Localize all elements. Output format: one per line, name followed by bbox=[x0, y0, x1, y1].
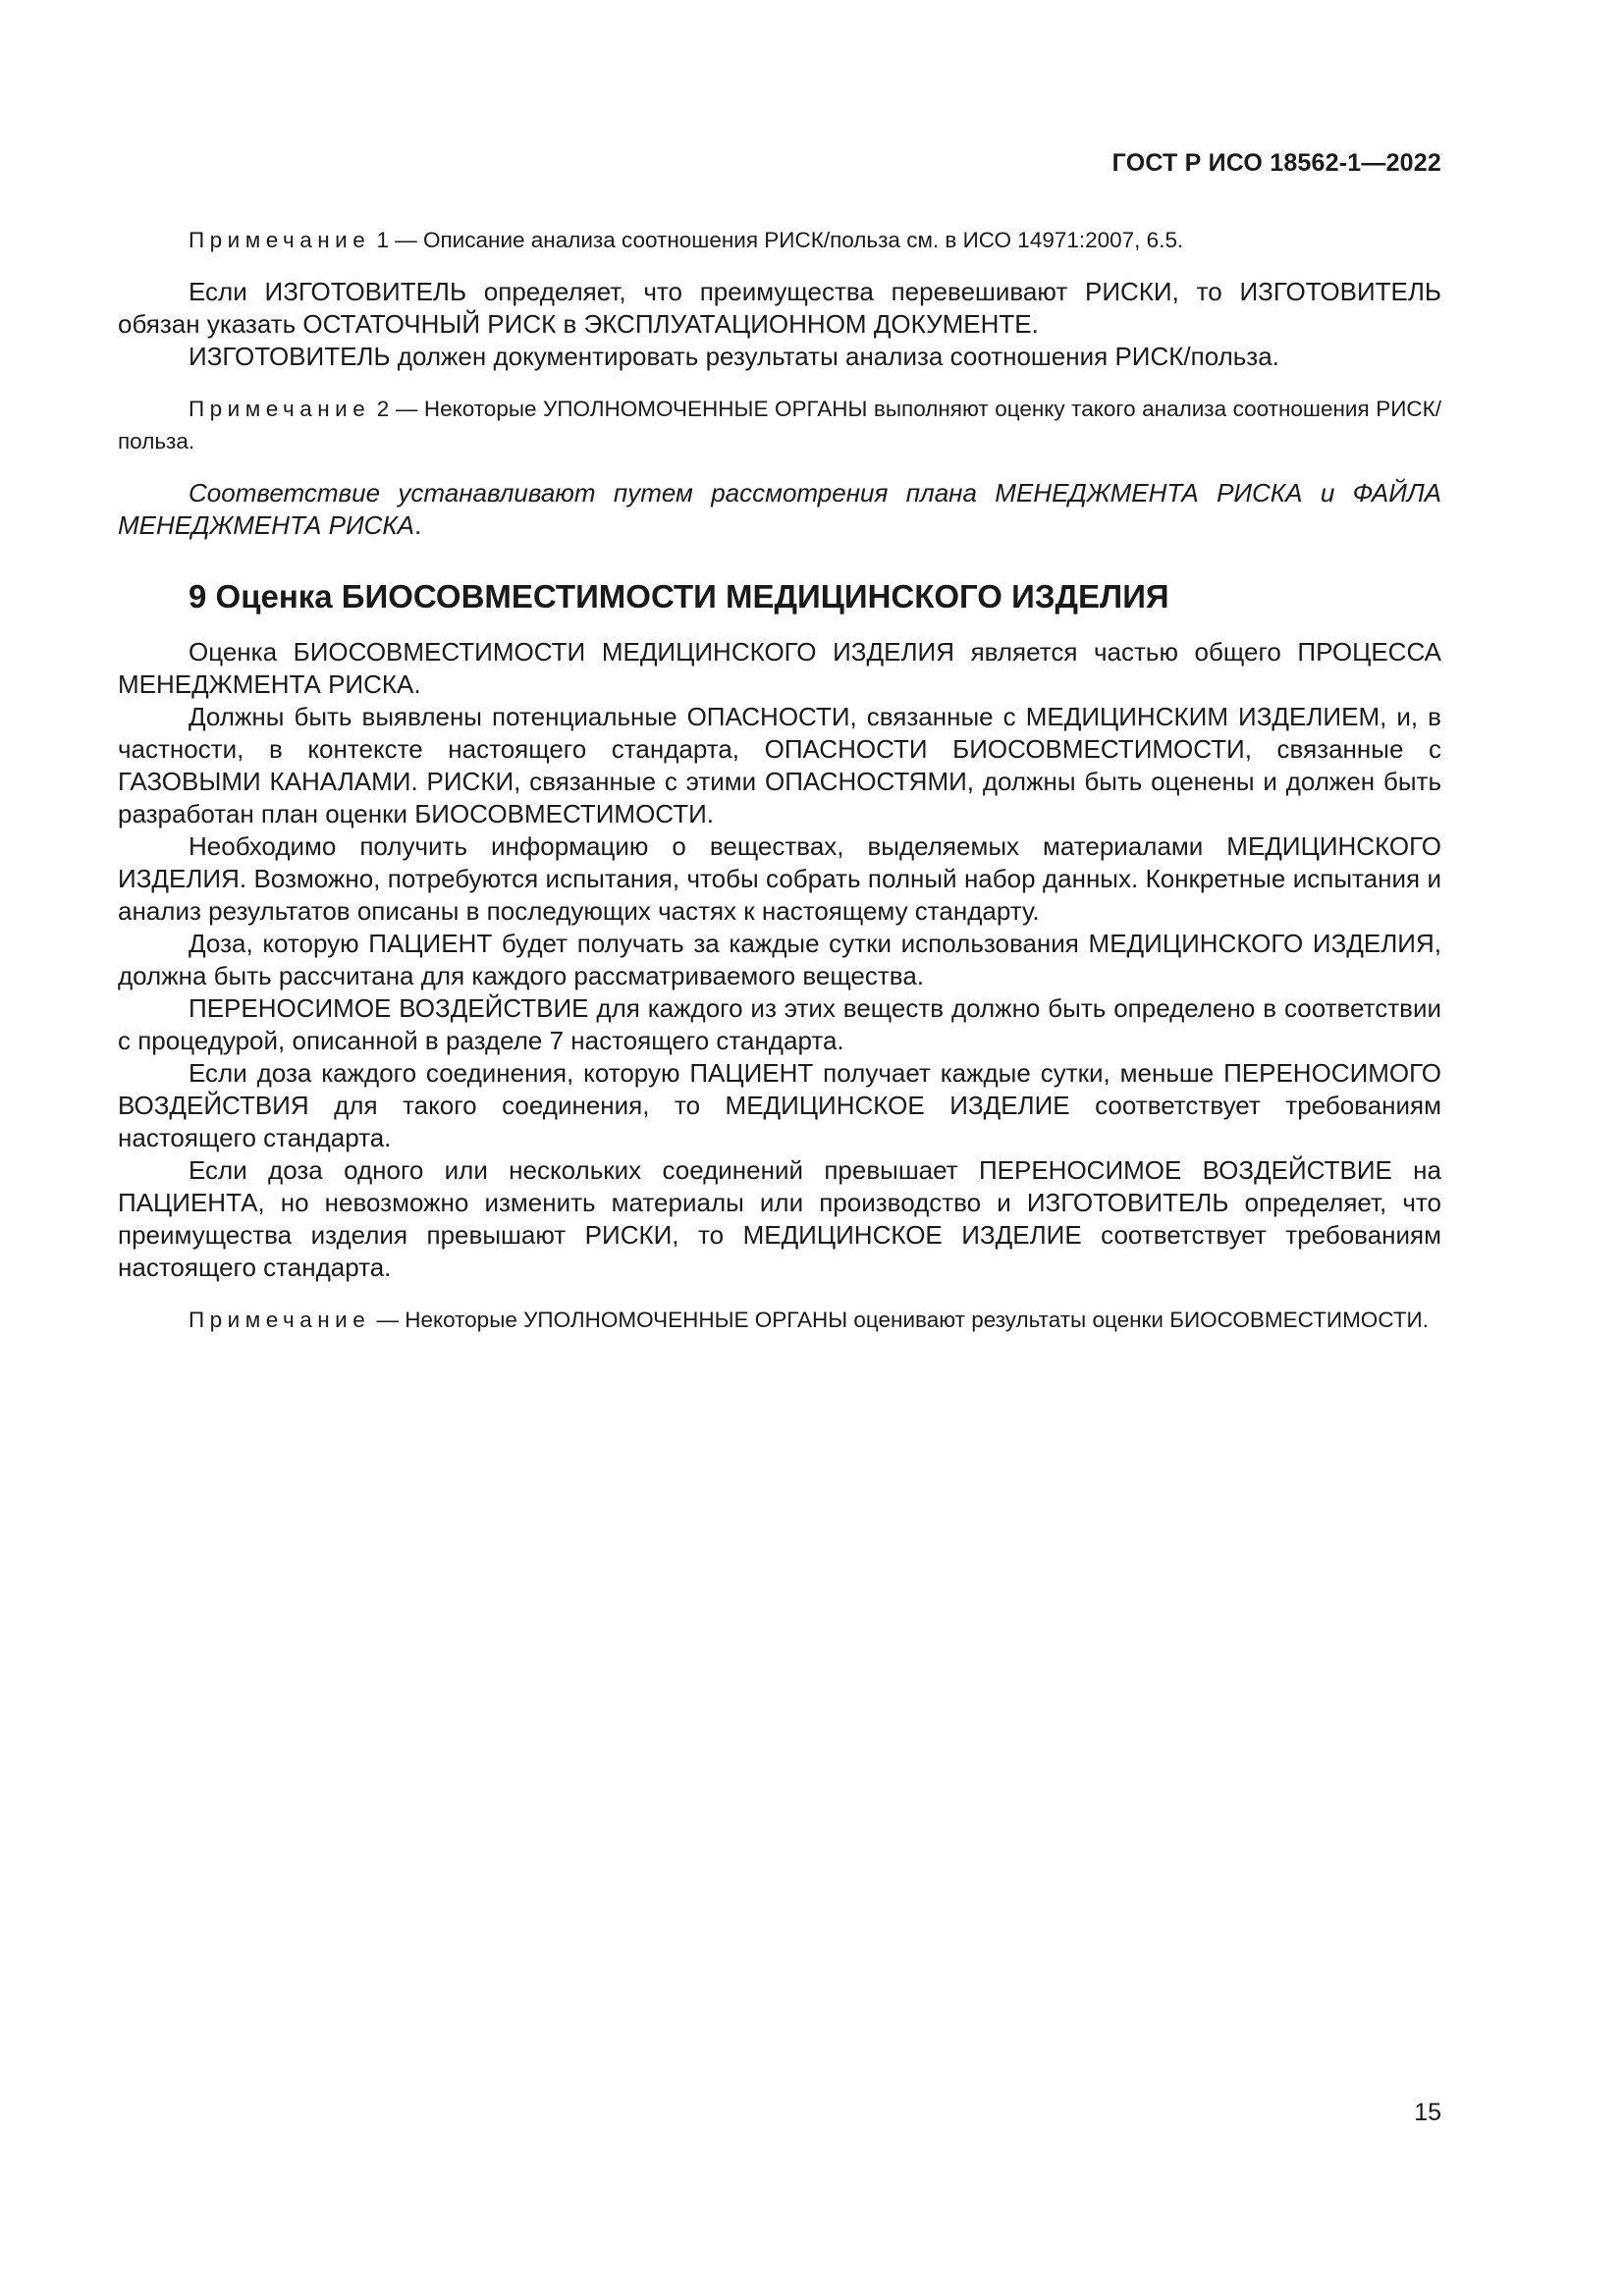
note-3 bbox=[118, 1304, 1441, 1336]
page-content bbox=[118, 224, 1441, 1336]
note-2-label: Примечание bbox=[189, 397, 371, 421]
section-9-paragraph-7: Если доза одного или нескольких соединений превышает ПЕРЕНОСИМОЕ ВОЗДЕЙСТВИЕ на ПАЦИЕНТА, но невозможно изменить материалы или производство и ИЗГОТОВИТЕЛЬ определяет, что преимущества изделия превышают РИСКИ, то МЕДИЦИНСКОЕ ИЗДЕЛИЕ соответствует требованиям настоящего стандарта. bbox=[118, 1155, 1441, 1282]
compliance-period: . bbox=[414, 510, 422, 540]
paragraph-document-results: ИЗГОТОВИТЕЛЬ должен документировать результаты анализа соотношения РИСК/польза. bbox=[189, 342, 1279, 371]
section-9-paragraph-6: Если доза каждого соединения, которую ПАЦИЕНТ получает каждые сутки, меньше ПЕРЕНОСИМОГО ВОЗДЕЙСТВИЯ для такого соединения, то МЕДИЦИНСКОЕ ИЗДЕЛИЕ соответствует требованиям настоящего стандарта. bbox=[118, 1058, 1441, 1152]
section-9-title: 9 Оценка БИОСОВМЕСТИМОСТИ МЕДИЦИНСКОГО ИЗДЕЛИЯ bbox=[189, 578, 1169, 614]
section-9-paragraph-5: ПЕРЕНОСИМОЕ ВОЗДЕЙСТВИЕ для каждого из этих веществ должно быть определено в соответствии с процедурой, описанной в разделе 7 настоящего стандарта. bbox=[118, 993, 1441, 1055]
section-9-paragraph-4: Доза, которую ПАЦИЕНТ будет получать за каждые сутки использования МЕДИЦИНСКОГО ИЗДЕЛИЯ, должна быть рассчитана для каждого рассматриваемого вещества. bbox=[118, 929, 1441, 990]
compliance-text: Соответствие устанавливают путем рассмотрения плана МЕНЕДЖМЕНТА РИСКА и ФАЙЛА МЕНЕДЖМЕНТА РИСКА bbox=[118, 478, 1441, 540]
note-3-label: Примечание bbox=[189, 1308, 371, 1332]
note-2-text: 2 — Некоторые УПОЛНОМОЧЕННЫЕ ОРГАНЫ выполняют оценку такого анализа соотношения РИСК/польза. bbox=[118, 397, 1441, 454]
paragraph-compliance bbox=[118, 477, 1441, 542]
note-1-text: 1 — Описание анализа соотношения РИСК/польза см. в ИСО 14971:2007, 6.5. bbox=[370, 228, 1184, 252]
section-9-paragraph-1: Оценка БИОСОВМЕСТИМОСТИ МЕДИЦИНСКОГО ИЗДЕЛИЯ является частью общего ПРОЦЕССА МЕНЕДЖМЕНТА РИСКА. bbox=[118, 637, 1441, 699]
note-3-text: — Некоторые УПОЛНОМОЧЕННЫЕ ОРГАНЫ оценивают результаты оценки БИОСОВМЕСТИМОСТИ. bbox=[370, 1308, 1429, 1332]
note-2 bbox=[118, 393, 1441, 457]
section-9-paragraph-3: Необходимо получить информацию о веществах, выделяемых материалами МЕДИЦИНСКОГО ИЗДЕЛИЯ. Возможно, потребуются испытания, чтобы собрать полный набор данных. Конкретные испытания и анализ результатов описаны в последующих частях к настоящему стандарту. bbox=[118, 831, 1441, 926]
page-number: 15 bbox=[1414, 2099, 1441, 2126]
paragraph-residual-risk: Если ИЗГОТОВИТЕЛЬ определяет, что преимущества перевешивают РИСКИ, то ИЗГОТОВИТЕЛЬ обязан указать ОСТАТОЧНЫЙ РИСК в ЭКСПЛУАТАЦИОННОМ ДОКУМЕНТЕ. bbox=[118, 277, 1441, 339]
section-9-paragraph-2: Должны быть выявлены потенциальные ОПАСНОСТИ, связанные с МЕДИЦИНСКИМ ИЗДЕЛИЕМ, и, в частности, в контексте настоящего стандарта, ОПАСНОСТИ БИОСОВМЕСТИМОСТИ, связанные с ГАЗОВЫМИ КАНАЛАМИ. РИСКИ, связанные с этими ОПАСНОСТЯМИ, должны быть оценены и должен быть разработан план оценки БИОСОВМЕСТИМОСТИ. bbox=[118, 702, 1441, 828]
note-1-label: Примечание bbox=[189, 228, 371, 252]
note-1 bbox=[118, 224, 1441, 256]
document-code-header: ГОСТ Р ИСО 18562-1—2022 bbox=[1111, 149, 1441, 177]
